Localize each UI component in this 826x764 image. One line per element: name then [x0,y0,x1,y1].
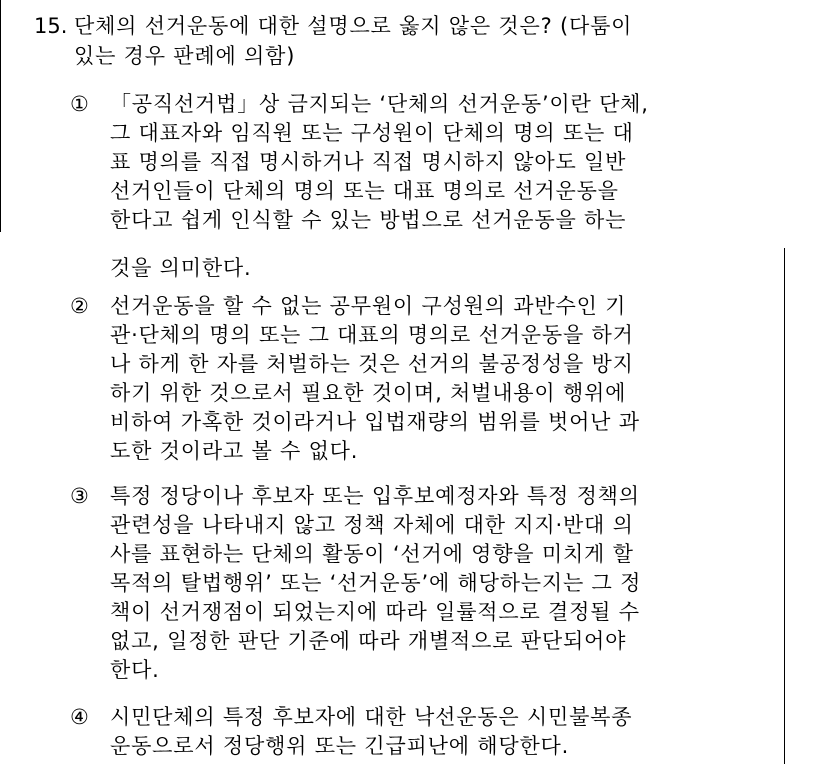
option-3-line: 특정 정당이나 후보자 또는 입후보예정자와 특정 정책의 [110,484,640,508]
option-1-line: 선거인들이 단체의 명의 또는 대표 명의로 선거운동을 [110,179,619,203]
question-text-line: 있는 경우 판례에 의함) [74,44,296,68]
option-1-line: 「공직선거법」상 금지되는 ‘단체의 선거운동’이란 단체, [110,92,649,116]
option-2-line: 하기 위한 것으로서 필요한 것이며, 처벌내용이 행위에 [110,381,627,405]
option-1-marker: ① [70,92,89,116]
option-3-line: 관련성을 나타내지 않고 정책 자체에 대한 지지·반대 의 [110,513,634,537]
option-3-line: 목적의 탈법행위’ 또는 ‘선거운동’에 해당하는지는 그 정 [110,571,642,595]
option-3-line: 책이 선거쟁점이 되었는지에 따라 일률적으로 결정될 수 [110,600,640,624]
option-1-line: 그 대표자와 임직원 또는 구성원이 단체의 명의 또는 대 [110,121,634,145]
option-1-line: 것을 의미한다. [110,256,252,280]
question-number: 15. [34,14,68,38]
option-1-line: 표 명의를 직접 명시하거나 직접 명시하지 않아도 일반 [110,150,627,174]
option-4-marker: ④ [70,705,89,729]
option-3-line: 없고, 일정한 판단 기준에 따라 개별적으로 판단되어야 [110,629,627,653]
option-2-line: 도한 것이라고 볼 수 없다. [110,439,359,463]
option-2-marker: ② [70,294,89,318]
option-3-marker: ③ [70,484,89,508]
left-border-line [0,0,1,232]
option-4-line: 운동으로서 정당행위 또는 긴급피난에 해당한다. [110,734,570,758]
option-2-line: 관·단체의 명의 또는 그 대표의 명의로 선거운동을 하거 [110,323,634,347]
option-2-line: 비하여 가혹한 것이라거나 입법재량의 범위를 벗어난 과 [110,410,640,434]
option-2-line: 나 하게 한 자를 처벌하는 것은 선거의 불공정성을 방지 [110,352,634,376]
question-text-line: 단체의 선거운동에 대한 설명으로 옳지 않은 것은? (다툼이 [74,14,633,38]
option-1-line: 한다고 쉽게 인식할 수 있는 방법으로 선거운동을 하는 [110,208,627,232]
option-3-line: 한다. [110,658,160,682]
option-2-line: 선거운동을 할 수 없는 공무원이 구성원의 과반수인 기 [110,294,627,318]
right-border-line [784,248,785,764]
option-3-line: 사를 표현하는 단체의 활동이 ‘선거에 영향을 미치게 할 [110,542,634,566]
option-4-line: 시민단체의 특정 후보자에 대한 낙선운동은 시민불복종 [110,705,633,729]
